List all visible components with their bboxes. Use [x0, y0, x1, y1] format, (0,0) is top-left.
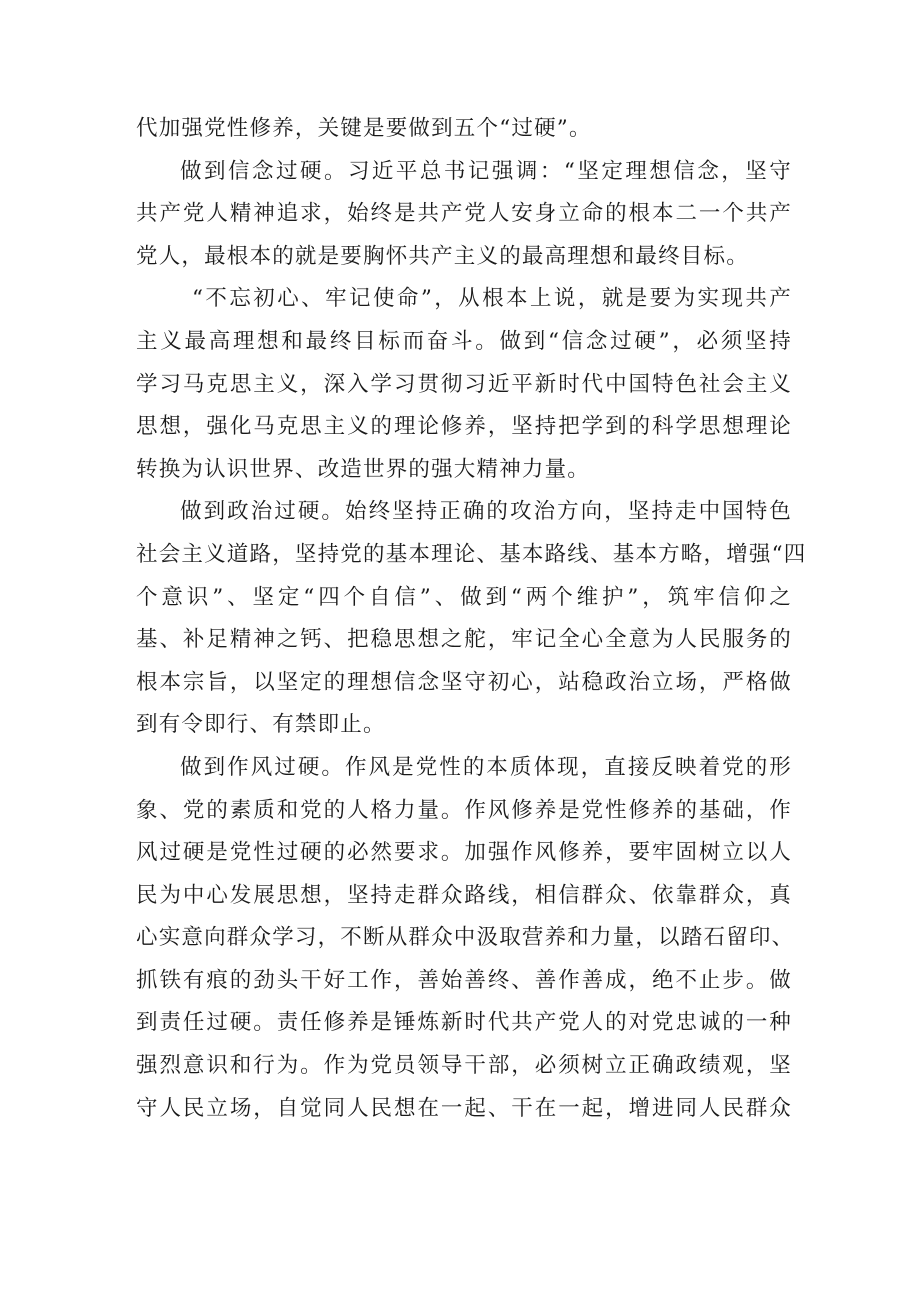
paragraph-start-line: 做到作风过硬。作风是党性的本质体现，直接反映着党的形 [180, 754, 792, 780]
text-line: 共产党人精神追求，始终是共产党人安身立命的根本二一个共产 [136, 201, 792, 227]
text-line: 主义最高理想和最终目标而奋斗。做到“信念过硬”，必须坚持 [136, 328, 792, 354]
text-line: 风过硬是党性过硬的必然要求。加强作风修养，要牢固树立以人 [136, 840, 792, 866]
text-line: 社会主义道路，坚持党的基本理论、基本路线、基本方略，增强“四 [136, 541, 807, 567]
text-line: 党人，最根本的就是要胸怀共产主义的最高理想和最终目标。 [136, 243, 749, 269]
text-line: 到责任过硬。责任修养是锤炼新时代共产党人的对党忠诚的一种 [136, 1010, 792, 1036]
text-line: 基、补足精神之钙、把稳思想之舵，牢记全心全意为人民服务的 [136, 627, 792, 653]
text-line: 转换为认识世界、改造世界的强大精神力量。 [136, 456, 591, 482]
text-line: 守人民立场，自觉同人民想在一起、干在一起，增进同人民群众 [136, 1095, 792, 1121]
text-line: 到有令即行、有禁即止。 [136, 712, 386, 738]
paragraph-start-line: “不忘初心、牢记使命”，从根本上说，就是要为实现共产 [192, 286, 792, 312]
text-line: 个意识”、坚定“四个自信”、做到“两个维护”，筑牢信仰之 [136, 584, 792, 610]
text-line: 根本宗旨，以坚定的理想信念坚守初心，站稳政治立场，严格做 [136, 669, 792, 695]
text-line: 代加强党性修养，关键是要做到五个“过硬”。 [136, 116, 592, 141]
paragraph-start-line: 做到政治过硬。始终坚持正确的攻治方向，坚持走中国特色 [180, 499, 792, 525]
paragraph-start-line: 做到信念过硬。习近平总书记强调：“坚定理想信念，坚守 [180, 158, 792, 184]
text-line: 抓铁有痕的劲头干好工作，善始善终、善作善成，绝不止步。做 [136, 967, 792, 993]
text-line: 强烈意识和行为。作为党员领导干部，必须树立正确政绩观，坚 [136, 1053, 792, 1079]
body-text [136, 108, 807, 1130]
text-line: 民为中心发展思想，坚持走群众路线，相信群众、依靠群众，真 [136, 882, 792, 908]
text-line: 学习马克思主义，深入学习贯彻习近平新时代中国特色社会主义 [136, 371, 792, 397]
text-line: 思想，强化马克思主义的理论修养，坚持把学到的科学思想理论 [136, 414, 792, 440]
text-line: 心实意向群众学习，不断从群众中汲取营养和力量，以踏石留印、 [136, 925, 795, 951]
text-line: 象、党的素质和党的人格力量。作风修养是党性修养的基础，作 [136, 797, 792, 823]
